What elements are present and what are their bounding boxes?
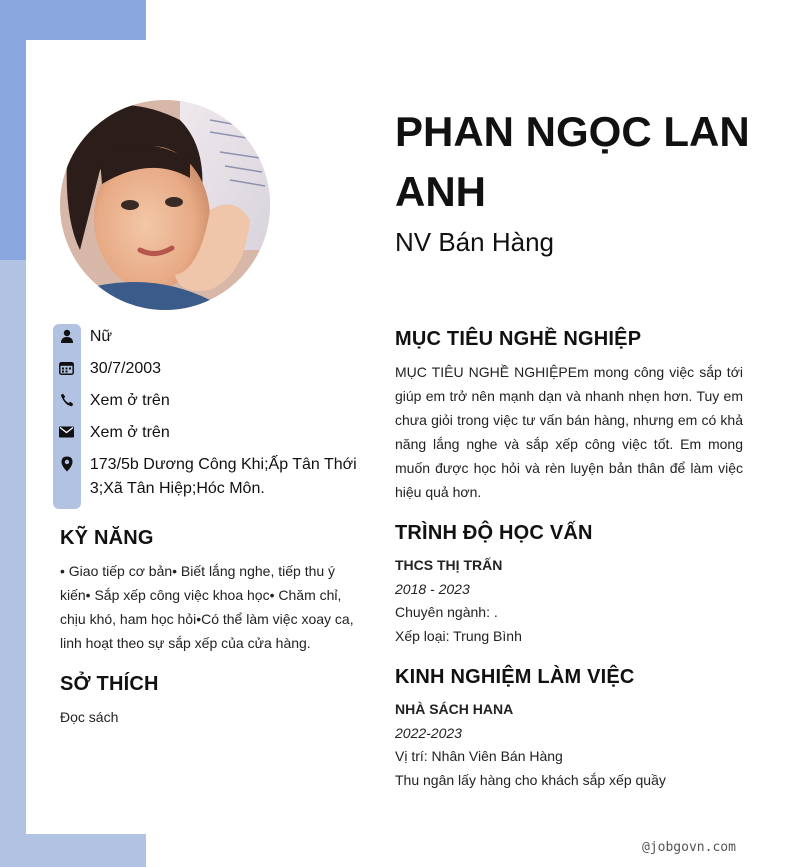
candidate-name: PHAN NGỌC LAN ANH: [395, 108, 750, 215]
hobbies-text: Đọc sách: [60, 709, 119, 725]
education-grade: Xếp loại: Trung Bình: [395, 628, 522, 644]
address-text: 173/5b Dương Công Khi;Ấp Tân Thới 3;Xã Tân Hiệp;Hóc Môn.: [89, 456, 357, 497]
experience-role: Vị trí: Nhân Viên Bán Hàng: [395, 748, 563, 764]
avatar-photo: [60, 100, 270, 310]
objective-title: MỤC TIÊU NGHỀ NGHIỆP: [395, 328, 642, 350]
mail-icon: [58, 423, 76, 441]
dob-text: 30/7/2003: [89, 360, 162, 377]
contact-phone: [58, 389, 358, 413]
candidate-position: NV Bán Hàng: [395, 227, 554, 257]
contact-gender: [58, 325, 358, 349]
skills-title: KỸ NĂNG: [60, 527, 154, 549]
education-school: THCS THỊ TRẤN: [395, 557, 503, 573]
objective-text: MỤC TIÊU NGHỀ NGHIỆPEm mong công việc sắp tới giúp em trở nên mạnh dạn và nhanh nhẹn hơn. Tuy em chưa giỏi trong việc tư vấn bán hàng, nhưng em có khả năng lắng nghe và sắp xếp công việc tốt. Em mong muốn được học hỏi và rèn luyện bản thân để làm việc hiệu quả hơn.: [395, 364, 743, 500]
email-text: Xem ở trên: [89, 424, 170, 441]
education-major: Chuyên ngành: .: [395, 604, 498, 620]
experience-desc: Thu ngân lấy hàng cho khách sắp xếp quầy: [395, 772, 666, 788]
phone-icon: [58, 391, 76, 409]
person-icon: [58, 327, 76, 345]
gender-text: Nữ: [89, 328, 113, 345]
experience-company: NHÀ SÁCH HANA: [395, 701, 514, 717]
watermark-text: @jobgovn.com: [642, 840, 736, 855]
contact-address: [58, 453, 358, 501]
education-title: TRÌNH ĐỘ HỌC VẤN: [395, 522, 593, 544]
skills-text: • Giao tiếp cơ bản• Biết lắng nghe, tiếp thu ý kiến• Sắp xếp công việc khoa học• Chăm chỉ, chịu khó, ham học hỏi•Có thể làm việc xoay ca, linh hoạt theo sự sắp xếp của cửa hàng.: [60, 563, 354, 651]
education-years: 2018 - 2023: [395, 581, 470, 597]
contact-dob: [58, 357, 358, 381]
calendar-icon: [58, 359, 76, 377]
experience-title: KINH NGHIỆM LÀM VIỆC: [395, 666, 635, 688]
contact-email: [58, 421, 358, 445]
experience-years: 2022-2023: [395, 725, 462, 741]
location-pin-icon: [58, 455, 76, 473]
phone-text: Xem ở trên: [89, 392, 170, 409]
hobbies-title: SỞ THÍCH: [60, 673, 159, 695]
